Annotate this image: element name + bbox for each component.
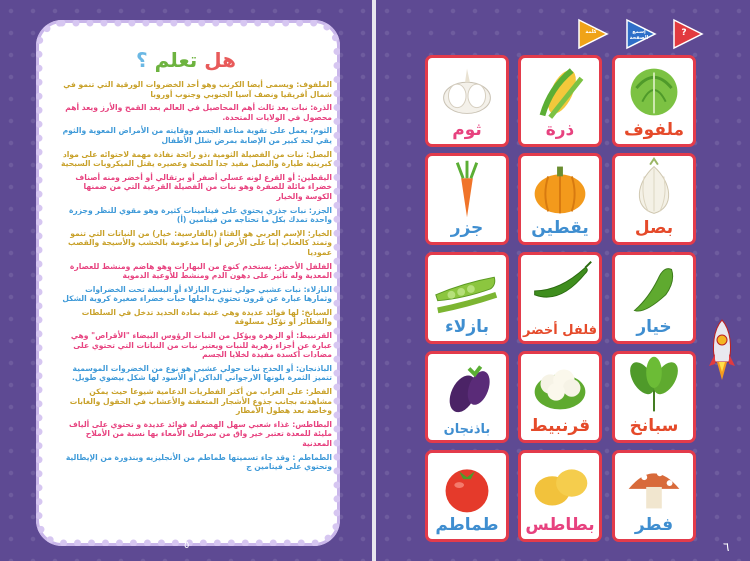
- fact-paragraph: الثوم: يعمل على تقوية مناعة الجسم ووقايته من الأمراض المعوية والثوم يقي لحد كبير من الإصابة بمرض شلل الأطفال: [62, 126, 332, 145]
- fact-paragraph: اليقطين: أو القرع لونه عسلي أصفر أو برتقالي أو أخضر ومنه أصناف خضراء مائلة للصفرة وهو نبات من الفصيلة القرعية التي من ضمنها الكوسة والخيار: [75, 172, 332, 201]
- fact-paragraph: السبانخ: لها فوائد عديدة وهي غنية بمادة الحديد تدخل في السلطات والفطائر أو تؤكل مسلوقة: [81, 307, 332, 327]
- vegetable-name: جزر: [450, 218, 484, 238]
- corn-icon: [521, 58, 599, 124]
- vegetable-card[interactable]: [612, 252, 696, 344]
- title-question-mark: ؟: [136, 48, 148, 72]
- carrot-icon: [428, 156, 506, 222]
- fact-paragraph: البطاطس: غذاء شعبي سهل الهضم له فوائد عديدة و تحتوي على ألياف مليئة للمعدة تعتبر خير واق من سرطان الأمعاء بها نسبة من الأملاح المعدنية: [69, 419, 332, 448]
- vegetable-name: سبانخ: [629, 416, 679, 436]
- page-title: [0, 48, 372, 72]
- vegetable-card[interactable]: [518, 351, 602, 443]
- vegetable-card[interactable]: [612, 450, 696, 542]
- vegetable-name: بطاطس: [525, 515, 595, 535]
- facts-list: [60, 80, 332, 476]
- mushroom-icon: [615, 453, 693, 519]
- fact-paragraph: الفطر: على الغراب من أكثر الفطريات الدعامية شيوعا حيث يمكن مشاهدته بجانب جذوع الأشجار المتعفنة والأعشاب في الحقول والغابات وخاصة بعد هطول الأمطار: [69, 387, 332, 416]
- vegetable-card[interactable]: [425, 55, 509, 147]
- vegetable-card[interactable]: [425, 153, 509, 245]
- cucumber-icon: [615, 255, 693, 321]
- listen-page-button-label: إسمع الصفحة: [629, 29, 649, 41]
- help-button[interactable]: [672, 18, 706, 50]
- vegetable-name: خيار: [636, 317, 672, 337]
- vegetable-name: ثوم: [452, 120, 482, 140]
- left-page: [0, 0, 372, 561]
- vegetable-card[interactable]: [518, 153, 602, 245]
- fact-paragraph: الذرة: نبات يعد ثالث أهم المحاصيل في العالم بعد القمح والأرز ويعد أهم محصول في الولايات المتحدة.: [65, 103, 332, 122]
- fact-paragraph: الفلفل الأخضر: يستخدم كنوع من البهارات وهو هاضم ومنشط للعصارة المعدية وله تأثير على دهون الدم ومنشط للأوعية الدموية: [69, 261, 332, 281]
- garlic-icon: [428, 58, 506, 124]
- onion-icon: [615, 156, 693, 222]
- vegetable-card[interactable]: [612, 153, 696, 245]
- potato-icon: [521, 453, 599, 519]
- eggplant-icon: [428, 354, 506, 420]
- vegetable-name: بازلاء: [445, 317, 489, 337]
- cabbage-icon: [615, 58, 693, 124]
- vegetable-name: ذرة: [545, 120, 575, 140]
- listen-page-button[interactable]: [625, 18, 659, 50]
- right-page-number: ٦: [723, 540, 730, 554]
- tomato-icon: [428, 453, 506, 519]
- vegetable-name: يقطين: [531, 218, 589, 238]
- vegetable-card[interactable]: [425, 351, 509, 443]
- vegetable-card[interactable]: [518, 252, 602, 344]
- fact-paragraph: الخيار: الإسم العربي هو القثاء (بالفارسية: خيار) من النباتات التي تنمو وتمتد كالعناب إما على الأرض أو إما مدعومة بالخشب والأسيجة والقصب عموديا: [68, 228, 332, 257]
- fact-paragraph: الجزر: نبات جذري يحتوي على فيتامينات كثيرة وهو مقوي للنظر وجزرة واحدة تمدك بكل ما تحتاجه من فيتامين (أ): [68, 205, 332, 225]
- word-button-label: كلمة: [585, 29, 597, 35]
- fact-paragraph: الملفوف: ويسمى أيضا الكرنب وهو أحد الخضروات الورقية التي تنمو في شمال أفريقيا ونصف آسيا الجنوبي وجنوب أوروبا: [63, 80, 332, 99]
- peas-icon: [428, 255, 506, 321]
- vegetable-name: ملفوف: [623, 120, 685, 140]
- left-page-number: ٥: [184, 540, 190, 551]
- fact-paragraph: القرنبيط: أو الزهرة ويؤكل من النبات الرؤوس البيضاء "الأقراص" وهي عبارة عن أجزاء زهرية للنبات ويعتبر نبات من النباتات التي تحتوي على مضادات أكسدة مفيدة لخلايا الجسم: [70, 331, 332, 360]
- green-pepper-icon: [521, 255, 599, 321]
- vegetable-card[interactable]: [425, 252, 509, 344]
- vegetable-name: طماطم: [435, 515, 499, 535]
- fact-paragraph: الطماطم : وقد جاء تسميتها طماطم من الأنجليزيه وبندورة من الإيطالية وتحتوي على فيتامين ج: [65, 452, 332, 472]
- fact-paragraph: البازلاء: نبات عشبي حولي تندرج البازلاء أو البسلة تحت الخضراوات وثمارها عبارة عن قرون تحتوي بداخلها حبات خضراء صغيرة كروية الشكل: [62, 284, 332, 304]
- vegetable-name: بصل: [634, 218, 674, 238]
- title-word-2: تعلم: [154, 48, 198, 72]
- vegetable-name: باذنجان: [443, 422, 491, 437]
- vegetable-card[interactable]: [612, 351, 696, 443]
- cauliflower-icon: [521, 354, 599, 420]
- vegetable-card[interactable]: [425, 450, 509, 542]
- title-word-1: هل: [204, 48, 236, 72]
- vegetable-name: فطر: [634, 515, 674, 535]
- vegetable-card[interactable]: [612, 55, 696, 147]
- pumpkin-icon: [521, 156, 599, 222]
- vegetable-card[interactable]: [518, 450, 602, 542]
- vegetable-name: فلفل أخضر: [522, 323, 598, 338]
- vegetable-name: قرنبيط: [529, 416, 591, 436]
- help-button-label: ?: [681, 28, 687, 38]
- fact-paragraph: البصل: نبات من الفصيلة الثومية ،ذو رائحة نفاذة مهمة لاحتوائه على مواد كبريتية طيارة والبصل مفيد جدا للصحة وعصيره يقتل الميكروبات السبحية: [61, 149, 332, 169]
- word-button[interactable]: [577, 18, 611, 50]
- spinach-icon: [615, 354, 693, 420]
- vegetable-card[interactable]: [518, 55, 602, 147]
- rocket-icon[interactable]: [707, 318, 737, 384]
- fact-paragraph: الباذنجان: أو الحدج نبات حولي عشبي هو نوع من الخضروات الموسمية تتميز الثمرة بلونها الارجواني الداكن أو الأسود لها شكل بيضوي طويل.: [72, 363, 332, 383]
